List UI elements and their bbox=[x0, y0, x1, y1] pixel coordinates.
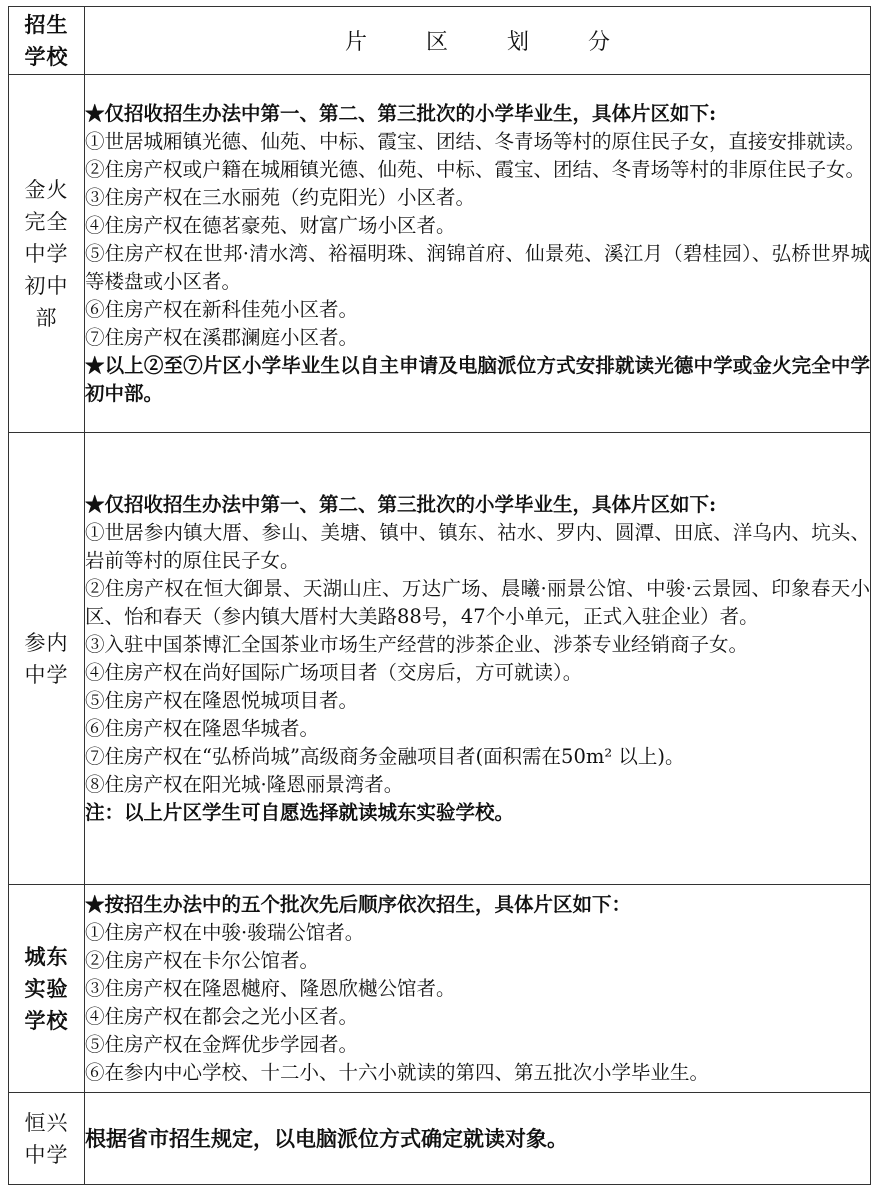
school-name-line: 部 bbox=[35, 305, 58, 330]
zoning-item: ⑦住房产权在溪郡澜庭小区者。 bbox=[85, 325, 359, 349]
zoning-item: ④住房产权在都会之光小区者。 bbox=[85, 1004, 359, 1028]
header-school-cell bbox=[9, 7, 85, 75]
header-title-char: 划 bbox=[507, 30, 530, 55]
school-name-line: 中学 bbox=[24, 662, 69, 687]
zoning-cell bbox=[85, 433, 871, 885]
zoning-table bbox=[8, 6, 871, 1185]
table-row bbox=[9, 885, 871, 1093]
zoning-item: ②住房产权在卡尔公馆者。 bbox=[85, 948, 320, 972]
zoning-item: ⑥在参内中心学校、十二小、十六小就读的第四、第五批次小学毕业生。 bbox=[85, 1060, 710, 1084]
zoning-item: ⑦住房产权在“弘桥尚城”高级商务金融项目者(面积需在50m² 以上)。 bbox=[85, 744, 685, 768]
zoning-note: ★仅招收招生办法中第一、第二、第三批次的小学毕业生，具体片区如下: bbox=[85, 492, 717, 516]
zoning-item: ②住房产权在恒大御景、天湖山庄、万达广场、晨曦·丽景公馆、中骏·云景园、印象春天小区、怡和春天（参内镇大厝村大美路88号，47个小单元，正式入驻企业）者。 bbox=[85, 576, 870, 628]
zoning-item: ④住房产权在尚好国际广场项目者（交房后，方可就读）。 bbox=[85, 660, 583, 684]
header-school-line: 学校 bbox=[24, 43, 69, 69]
zoning-note: ★以上②至⑦片区小学毕业生以自主申请及电脑派位方式安排就读光德中学或金火完全中学初中部。 bbox=[85, 353, 870, 405]
header-school-line: 招生 bbox=[24, 11, 69, 37]
table-row bbox=[9, 75, 871, 433]
header-zoning-cell bbox=[85, 7, 871, 75]
zoning-note: ★仅招收招生办法中第一、第二、第三批次的小学毕业生，具体片区如下: bbox=[85, 101, 717, 125]
zoning-item: ③入驻中国茶博汇全国茶业市场生产经营的涉茶企业、涉茶专业经销商子女。 bbox=[85, 632, 749, 656]
school-cell bbox=[9, 75, 85, 433]
zoning-item: ⑤住房产权在隆恩悦城项目者。 bbox=[85, 688, 359, 712]
zoning-item: ⑤住房产权在世邦·清水湾、裕福明珠、润锦首府、仙景苑、溪江月（碧桂园）、弘桥世界城等楼盘或小区者。 bbox=[85, 241, 870, 293]
school-cell bbox=[9, 433, 85, 885]
zoning-item: ①世居参内镇大厝、参山、美塘、镇中、镇东、祜水、罗内、圆潭、田底、洋乌内、坑头、岩前等村的原住民子女。 bbox=[85, 520, 870, 572]
zoning-item: ⑧住房产权在阳光城·隆恩丽景湾者。 bbox=[85, 772, 404, 796]
zoning-cell bbox=[85, 885, 871, 1093]
zoning-note: 注：以上片区学生可自愿选择就读城东实验学校。 bbox=[85, 800, 515, 824]
header-title-char: 区 bbox=[425, 30, 448, 55]
school-name-line: 初中 bbox=[24, 273, 69, 298]
zoning-item: ①世居城厢镇光德、仙苑、中标、霞宝、团结、冬青场等村的原住民子女，直接安排就读。 bbox=[85, 129, 866, 153]
zoning-item: ④住房产权在德茗豪苑、财富广场小区者。 bbox=[85, 213, 456, 237]
header-title-char: 分 bbox=[588, 30, 611, 55]
school-cell bbox=[9, 1093, 85, 1185]
school-cell bbox=[9, 885, 85, 1093]
school-name-line: 学校 bbox=[24, 1007, 69, 1033]
school-name-line: 金火 bbox=[24, 177, 69, 202]
table-row bbox=[9, 1093, 871, 1185]
zoning-item: ⑤住房产权在金辉优步学园者。 bbox=[85, 1032, 359, 1056]
zoning-cell bbox=[85, 1093, 871, 1185]
school-name-line: 参内 bbox=[24, 630, 69, 655]
zoning-note: 根据省市招生规定，以电脑派位方式确定就读对象。 bbox=[85, 1125, 568, 1151]
school-name-line: 中学 bbox=[24, 1142, 69, 1167]
zoning-note: ★按招生办法中的五个批次先后顺序依次招生，具体片区如下： bbox=[85, 892, 632, 916]
zoning-item: ⑥住房产权在新科佳苑小区者。 bbox=[85, 297, 359, 321]
zoning-cell bbox=[85, 75, 871, 433]
school-name-line: 完全 bbox=[24, 209, 69, 234]
zoning-item: ②住房产权或户籍在城厢镇光德、仙苑、中标、霞宝、团结、冬青场等村的非原住民子女。 bbox=[85, 157, 866, 181]
header-title-char: 片 bbox=[344, 30, 367, 55]
table-header-row bbox=[9, 7, 871, 75]
table-row bbox=[9, 433, 871, 885]
school-name-line: 中学 bbox=[24, 241, 69, 266]
zoning-item: ③住房产权在隆恩樾府、隆恩欣樾公馆者。 bbox=[85, 976, 456, 1000]
zoning-item: ⑥住房产权在隆恩华城者。 bbox=[85, 716, 320, 740]
school-name-line: 城东 bbox=[24, 943, 69, 969]
zoning-item: ③住房产权在三水丽苑（约克阳光）小区者。 bbox=[85, 185, 476, 209]
zoning-item: ①住房产权在中骏·骏瑞公馆者。 bbox=[85, 920, 365, 944]
school-name-line: 恒兴 bbox=[24, 1110, 69, 1135]
school-name-line: 实验 bbox=[24, 975, 69, 1001]
